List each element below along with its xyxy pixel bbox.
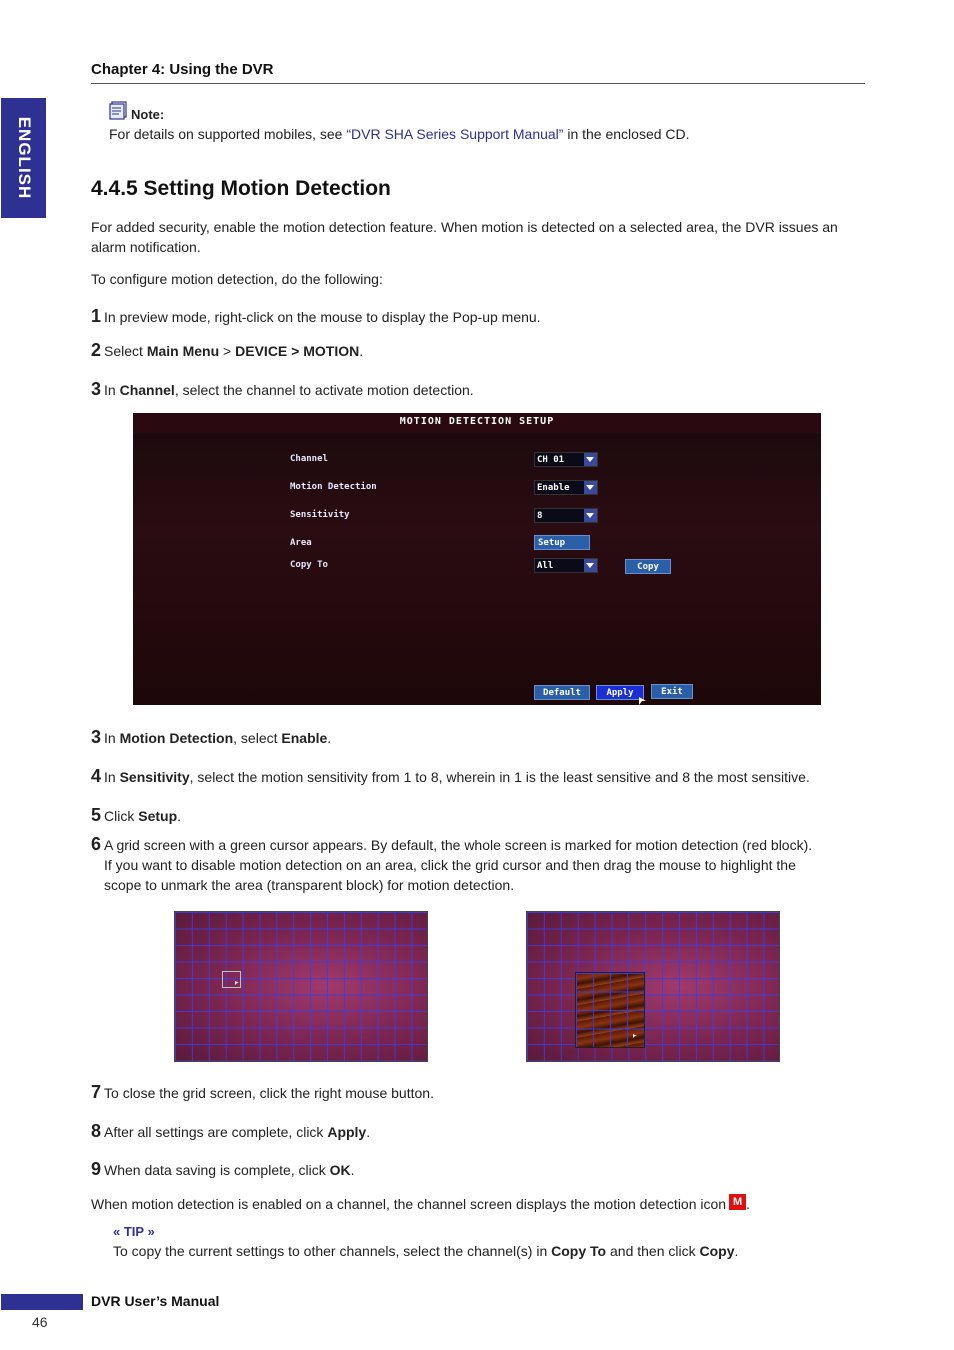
- page-number: 46: [32, 1314, 48, 1330]
- motion-setup-screenshot: [133, 413, 821, 705]
- area-label: Area: [290, 538, 312, 548]
- dvr-screen-title: MOTION DETECTION SETUP: [399, 416, 555, 427]
- motion-detection-dropdown[interactable]: Enable: [534, 480, 598, 495]
- default-button[interactable]: Default: [534, 685, 590, 700]
- step-7: 7 To close the grid screen, click the right mouse button.: [91, 1082, 434, 1102]
- grid-screen-default: [174, 911, 428, 1062]
- side-tab-label: ENGLISH: [14, 116, 34, 200]
- language-side-tab: [1, 98, 46, 218]
- intro-paragraph: For added security, enable the motion detection feature. When motion is detected on a selected area, the DVR issues an alarm notification.: [91, 219, 838, 255]
- copy-to-label: Copy To: [290, 560, 328, 570]
- footer-manual-title: DVR User’s Manual: [91, 1293, 220, 1309]
- motion-detection-label: Motion Detection: [290, 482, 377, 492]
- copy-to-dropdown[interactable]: All: [534, 558, 598, 573]
- note-body: For details on supported mobiles, see “DVR SHA Series Support Manual” in the enclosed CD.: [109, 126, 690, 142]
- mouse-pointer-icon: [639, 697, 647, 705]
- footer-bar: [1, 1294, 83, 1310]
- chevron-down-icon: [584, 559, 597, 572]
- step-2: 2 Select Main Menu > DEVICE > MOTION.: [91, 340, 364, 360]
- channel-label: Channel: [290, 454, 328, 464]
- step-6: 6 A grid screen with a green cursor appears. By default, the whole screen is marked for motion detection (red block). If you want to disable motion detection on an area, click the grid cursor and then drag the mouse to highlight the scope to unmark the area (transparent block) for motion detection.: [91, 834, 813, 893]
- note-title: Note:: [131, 107, 165, 122]
- step-4: 4 In Sensitivity, select the motion sensitivity from 1 to 8, wherein in 1 is the least sensitive and 8 the most sensitive.: [91, 766, 810, 786]
- sensitivity-dropdown[interactable]: 8: [534, 508, 598, 523]
- channel-dropdown[interactable]: CH 01: [534, 452, 598, 467]
- chapter-header: Chapter 4: Using the DVR: [91, 61, 274, 78]
- grid-screen-unmarked: [526, 911, 780, 1062]
- support-manual-link[interactable]: “DVR SHA Series Support Manual”: [346, 126, 564, 142]
- chevron-down-icon: [584, 509, 597, 522]
- chevron-down-icon: [584, 481, 597, 494]
- apply-button[interactable]: Apply: [596, 685, 644, 700]
- chevron-down-icon: [584, 453, 597, 466]
- tip-body: To copy the current settings to other channels, select the channel(s) in Copy To and then click Copy.: [113, 1243, 739, 1259]
- note-icon: [108, 100, 128, 120]
- exit-button[interactable]: Exit: [651, 684, 693, 699]
- copy-button[interactable]: Copy: [625, 559, 671, 574]
- sensitivity-label: Sensitivity: [290, 510, 350, 520]
- tip-title: « TIP »: [113, 1224, 155, 1239]
- mouse-pointer-icon: [633, 1034, 638, 1039]
- section-title: 4.4.5 Setting Motion Detection: [91, 177, 391, 200]
- intro-instruction: To configure motion detection, do the following:: [91, 271, 383, 287]
- step-1: 1 In preview mode, right-click on the mouse to display the Pop-up menu.: [91, 306, 541, 326]
- step-8: 8 After all settings are complete, click Apply.: [91, 1121, 371, 1141]
- step-9: 9 When data saving is complete, click OK.: [91, 1159, 355, 1179]
- step-5: 5 Click Setup.: [91, 805, 182, 825]
- closing-paragraph: When motion detection is enabled on a channel, the channel screen displays the motion detection icon M .: [91, 1196, 750, 1212]
- setup-button[interactable]: Setup: [534, 535, 590, 550]
- motion-detection-icon: M: [729, 1194, 746, 1210]
- mouse-pointer-icon: [235, 981, 240, 986]
- step-3: 3 In Channel, select the channel to activate motion detection.: [91, 379, 474, 399]
- step-3b: 3 In Motion Detection, select Enable.: [91, 727, 332, 747]
- header-rule: [91, 83, 865, 84]
